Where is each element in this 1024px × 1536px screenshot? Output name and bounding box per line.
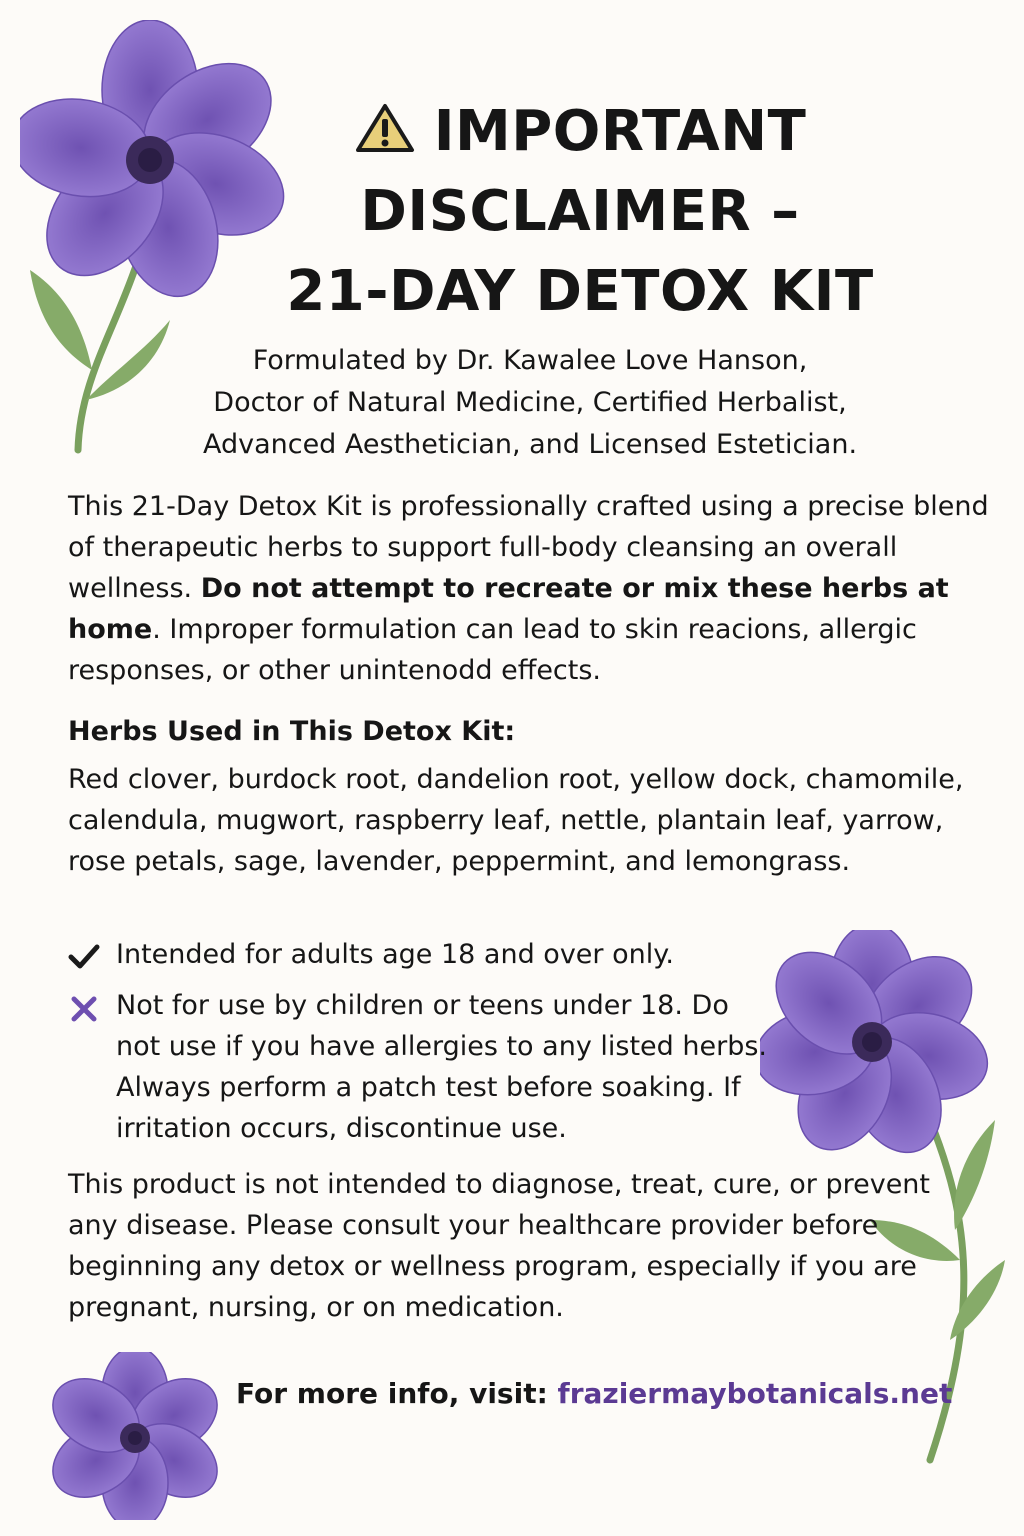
title-line-3: 21-DAY DETOX KIT bbox=[286, 259, 874, 324]
footer-info bbox=[236, 1372, 952, 1416]
credits-line-1: Formulated by Dr. Kawalee Love Hanson, bbox=[252, 345, 808, 376]
title-line-2: DISCLAIMER – bbox=[360, 179, 800, 244]
title-line-1: IMPORTANT bbox=[433, 99, 807, 164]
warning-notice-text: Not for use by children or teens under 18. Do not use if you have allergies to any listed herbs. Always perform a patch test before soaking. If irritation occurs, discontinue use. bbox=[116, 990, 767, 1144]
herbs-list: Red clover, burdock root, dandelion root, yellow dock, chamomile, calendula, mugwort, raspberry leaf, nettle, plantain leaf, yarrow, rose petals, sage, lavender, peppermint, and lemongrass. bbox=[68, 764, 964, 877]
intro-warning-bold: Do not attempt to recreate or mix these herbs at home bbox=[68, 573, 949, 645]
credits-line-2: Doctor of Natural Medicine, Certified Herbalist, bbox=[213, 387, 847, 418]
age-notice bbox=[68, 934, 768, 976]
intro-paragraph bbox=[68, 486, 998, 691]
flower-bottom-left-illustration bbox=[50, 1352, 220, 1520]
warning-icon bbox=[354, 102, 416, 154]
intro-text-2: . Improper formulation can lead to skin reacions, allergic responses, or other unintenodd effects. bbox=[68, 614, 917, 686]
intro-text-1: This 21-Day Detox Kit is professionally crafted using a precise blend of therapeutic herbs to support full-body cleansing an overall wellness. bbox=[68, 491, 989, 604]
age-notice-text: Intended for adults age 18 and over only. bbox=[116, 939, 674, 970]
website-link[interactable]: fraziermaybotanicals.net bbox=[557, 1377, 953, 1410]
checkmark-icon bbox=[68, 942, 100, 970]
page-title bbox=[200, 92, 960, 332]
x-mark-icon bbox=[68, 995, 100, 1023]
medical-disclaimer-paragraph: This product is not intended to diagnose, treat, cure, or prevent any disease. Please consult your healthcare provider before beginning any detox or wellness program, especially if you are pregnant, nursing, or on medication. bbox=[68, 1169, 931, 1323]
footer-label: For more info, visit: bbox=[236, 1377, 558, 1410]
credits-line-3: Advanced Aesthetician, and Licensed Estetician. bbox=[202, 429, 858, 460]
warning-notice bbox=[68, 985, 778, 1149]
herbs-heading: Herbs Used in This Detox Kit: bbox=[68, 716, 516, 747]
credits-block bbox=[130, 340, 930, 466]
